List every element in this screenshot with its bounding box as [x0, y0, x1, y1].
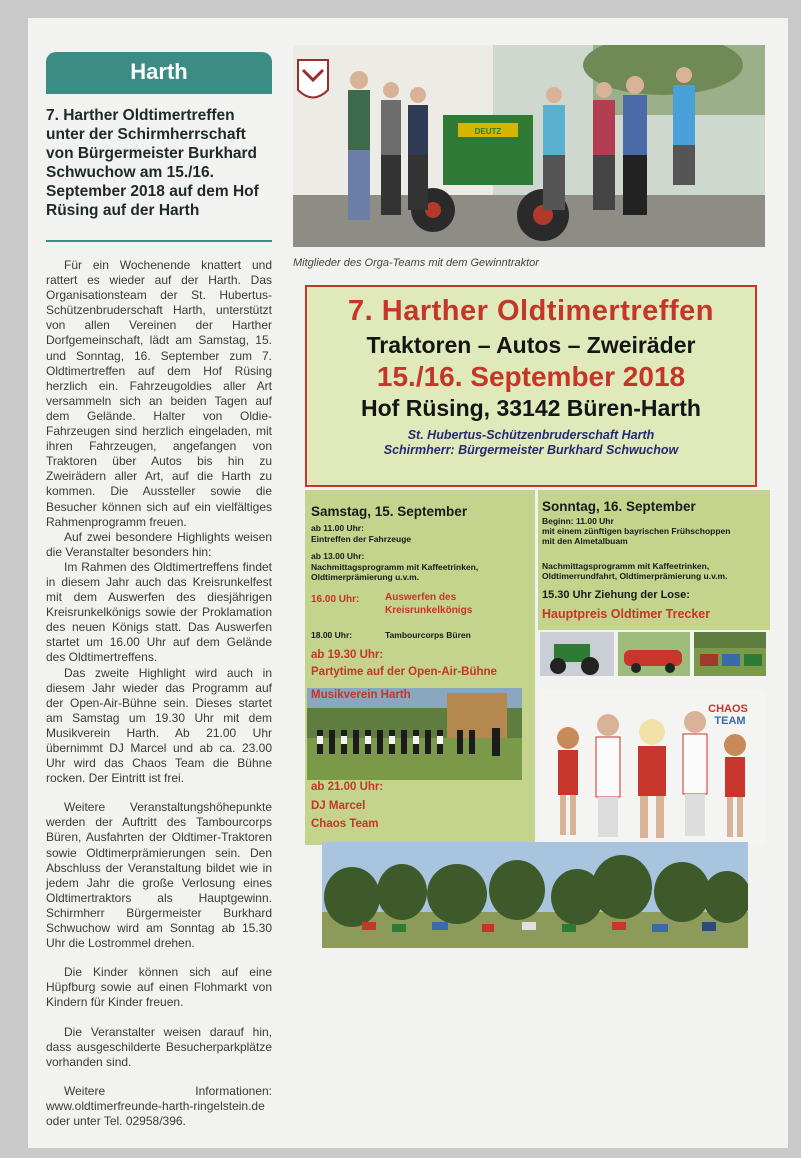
saturday-event: Partytime auf der Open-Air-Bühne: [311, 666, 497, 678]
sunday-text: Oldtimerrundfahrt, Oldtimerprämierung u.v.m.: [542, 571, 728, 581]
saturday-event: Tambourcorps Büren: [385, 630, 471, 640]
poster-patron: Schirmherr: Bürgermeister Burkhard Schwuchow: [383, 443, 679, 457]
saturday-time: ab 19.30 Uhr:: [311, 649, 384, 661]
article-paragraph: Im Rahmen des Oldtimertreffens findet in diesem Jahr auch das Kreisrunkelfest mit dem Auswerfen des diesjährigen Kreisrunkelkönigs sowie der Proklamation des neuen Königs statt. Das Auswerfen startet um 16.00 Uhr auf dem Gelände des Oldtimertreffens.: [46, 559, 272, 665]
article-headline: 7. Harther Oldtimertreffen unter der Schirmherrschaft von Bürgermeister Burkhard Schwuchow am 15./16. September 2018 auf dem Hof Rüsing auf der Harth: [46, 107, 259, 219]
saturday-event: Kreisrunkelkönigs: [385, 605, 473, 616]
event-poster: [305, 285, 757, 487]
event-grounds-photo: [322, 842, 748, 948]
article-paragraph: Für ein Wochenende knattert und rattert es wieder auf der Harth. Das Organisationsteam der St. Hubertus-Schützenbruderschaft Harth, unterstützt von allen Vereinen der Harther Dorfgemeinschaft, lädt am Samstag, 15. und Sonntag, 16. September zum 7. Oldtimertreffen auf dem Hof Rüsing herzlich ein. Fahrzeugoldies aller Art versammeln sich an beiden Tagen auf dem Gelände. Halter von Oldie-Fahrzeugen sind herzlich eingeladen, mit ihren Fahrzeugen, angefangen von Traktoren über Autos bis hin zu Zweirädern aller Art, auf die Harth zu kommen. Die Aussteller sowie die Besucher können sich auf ein vielfältiges Rahmenprogramm freuen.: [46, 258, 272, 529]
sunday-text: mit den Almetalbuam: [542, 536, 628, 546]
group-photo: [293, 45, 765, 247]
event-grounds-drawing: [322, 842, 748, 948]
vehicles-thumbnail: [694, 632, 766, 676]
chaos-team-logo: TEAM: [714, 715, 746, 727]
tractor-brand: DEUTZ: [474, 127, 502, 136]
section-rule: [46, 90, 272, 94]
saturday-time: ab 11.00 Uhr:: [311, 523, 364, 533]
lottery-draw: 15.30 Uhr Ziehung der Lose:: [542, 589, 690, 601]
headline-divider: [46, 240, 272, 242]
chaos-team-drawing: [540, 690, 765, 845]
article-body: [46, 258, 272, 1129]
chaos-team-photo: [540, 690, 765, 845]
sunday-heading: Sonntag, 16. September: [542, 499, 696, 514]
sunday-schedule: [538, 490, 770, 630]
poster-subtitle: Traktoren – Autos – Zweiräder: [366, 332, 696, 358]
sunday-begin: Beginn: 11.00 Uhr: [542, 516, 614, 526]
article-paragraph: Das zweite Highlight wird auch in diesem Jahr wieder das Programm auf der Open-Air-Bühne sein. Dieses startet am Samstag um 19.30 Uhr mit dem Musikverein Harth. Ab 21.00 Uhr übernimmt DJ Marcel und ab ca. 23.00 Uhr wird das Chaos Team die Bühne rocken. Der Eintritt ist frei.: [46, 665, 272, 786]
saturday-heading: Samstag, 15. September: [311, 504, 468, 519]
poster-host: St. Hubertus-Schützenbruderschaft Harth: [407, 428, 655, 442]
saturday-time: ab 13.00 Uhr:: [311, 551, 365, 561]
poster-date: 15./16. September 2018: [376, 361, 686, 392]
article-paragraph: Auf zwei besondere Highlights weisen die Veranstalter besonders hin:: [46, 529, 272, 559]
band-name: Musikverein Harth: [311, 689, 411, 701]
car-thumbnail: [618, 632, 690, 676]
saturday-time: 18.00 Uhr:: [311, 630, 353, 640]
saturday-event: Nachmittagsprogramm mit Kaffeetrinken, Oldtimerprämierung u.v.m.: [311, 562, 479, 582]
saturday-event: Chaos Team: [311, 818, 379, 830]
tractor-thumbnail: [540, 632, 614, 676]
saturday-event: Auswerfen des: [385, 592, 457, 603]
chaos-team-logo: CHAOS: [708, 703, 748, 715]
saturday-time: 16.00 Uhr:: [311, 594, 360, 605]
article-paragraph: Weitere Informationen: www.oldtimerfreunde-harth-ringelstein.de oder unter Tel. 02958/396.: [46, 1083, 272, 1128]
vehicle-thumbnails: [540, 632, 770, 678]
band-photo: [307, 688, 522, 780]
poster-title: 7. Harther Oldtimertreffen: [348, 295, 714, 327]
article-paragraph: Weitere Veranstaltungshöhepunkte werden der Auftritt des Tambourcorps Büren, Ausfahrten der Oldtimer-Traktoren sowie Oldtimerprämierungen sein. Den Abschluss der Veranstaltung bildet wie in jedem Jahr die große Verlosung eines Oldtimertraktors als Hauptgewinn. Schirmherr Bürgermeister Burkhard Schwuchow wird am Sonntag ab 15.30 Uhr die Lostrommel drehen.: [46, 800, 272, 951]
article-paragraph: Die Kinder können sich auf eine Hüpfburg sowie auf einen Flohmarkt von Kindern für Kinder freuen.: [46, 965, 272, 1010]
sunday-text: Nachmittagsprogramm mit Kaffeetrinken,: [542, 561, 710, 571]
group-photo-drawing: [293, 45, 765, 247]
poster-location: Hof Rüsing, 33142 Büren-Harth: [361, 395, 701, 421]
saturday-event: DJ Marcel: [311, 800, 366, 812]
saturday-schedule: [305, 490, 535, 845]
saturday-time: ab 21.00 Uhr:: [311, 781, 384, 793]
sunday-text: mit einem zünftigen bayrischen Frühschoppen: [542, 526, 731, 536]
main-prize: Hauptpreis Oldtimer Trecker: [542, 607, 711, 621]
article-paragraph: Die Veranstalter weisen darauf hin, dass ausgeschilderte Besucherparkplätze vorhanden sind.: [46, 1024, 272, 1069]
photo-caption: Mitglieder des Orga-Teams mit dem Gewinntraktor: [293, 257, 539, 269]
section-tab: Harth: [46, 52, 272, 92]
saturday-event: Eintreffen der Fahrzeuge: [311, 534, 412, 544]
